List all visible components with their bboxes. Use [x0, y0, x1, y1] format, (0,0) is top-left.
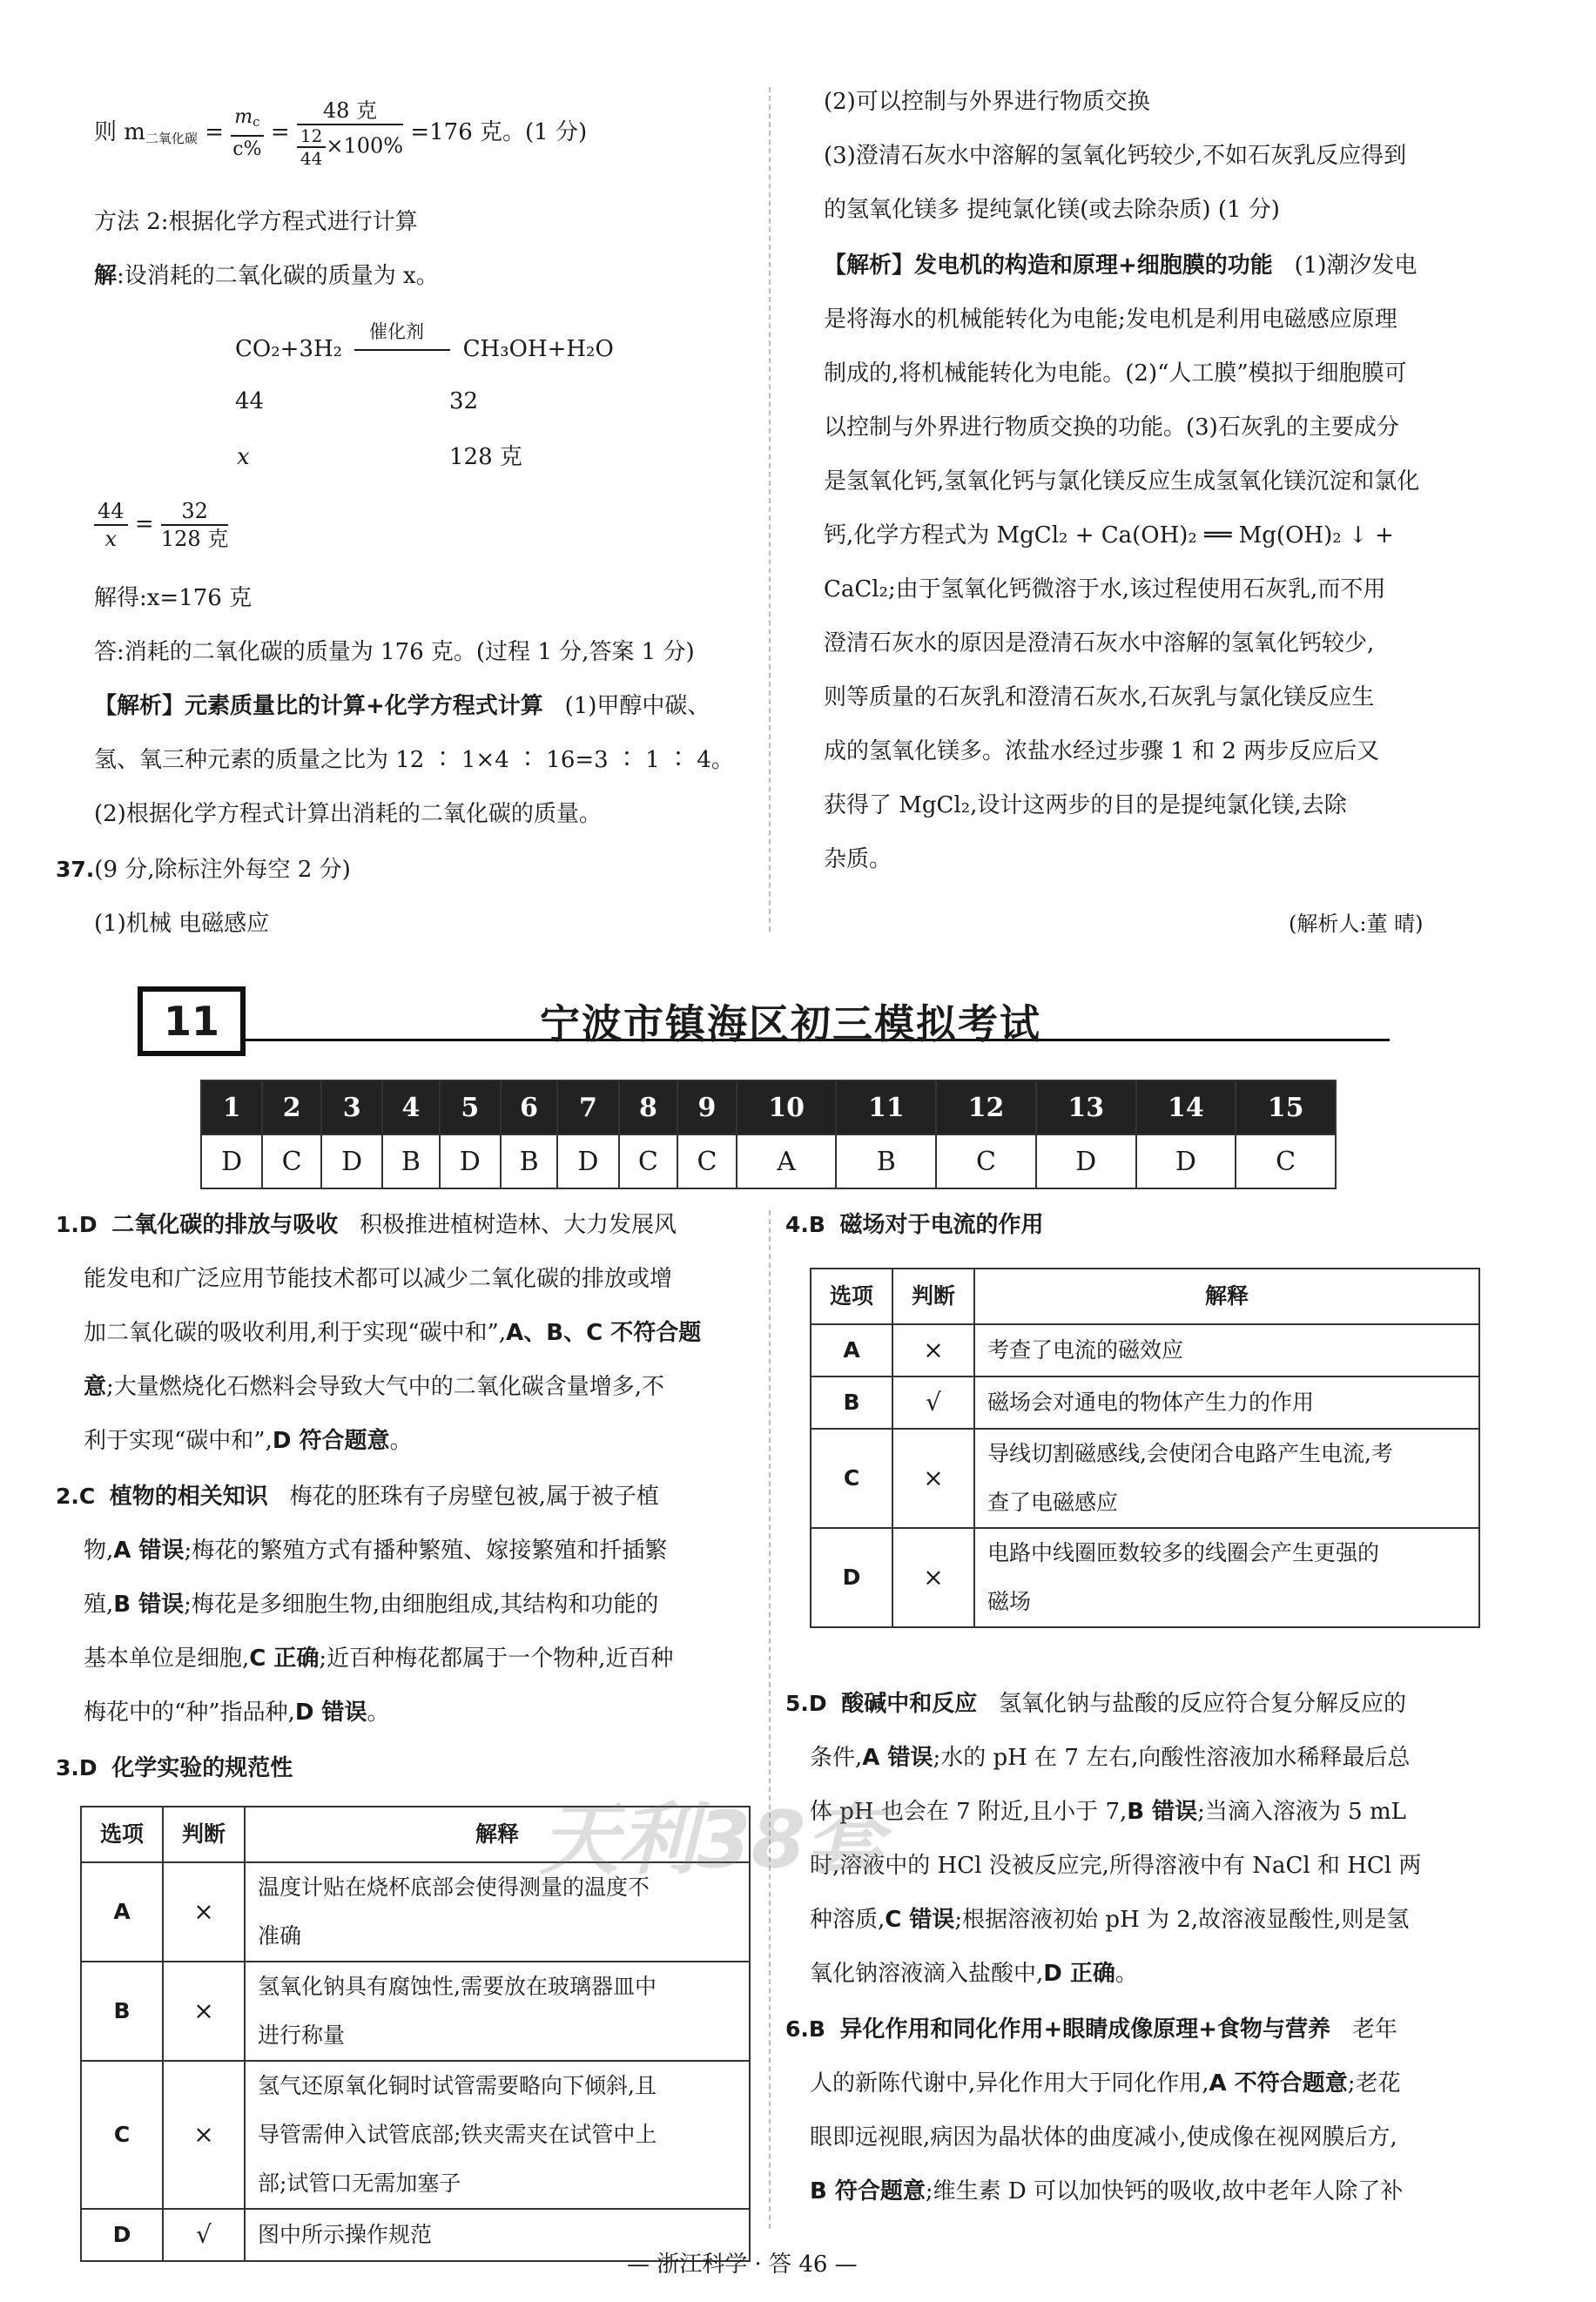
analysis-line-3: (2)根据化学方程式计算出消耗的二氧化碳的质量。 — [94, 801, 602, 827]
method-2: 方法 2:根据化学方程式进行计算 — [94, 209, 418, 235]
q2-line-5: 梅花中的“种”指品种,D 错误。 — [84, 1700, 390, 1726]
q37-answer-2: (2)可以控制与外界进行物质交换 — [824, 89, 1150, 115]
q3-row-b: B × 氢氧化钠具有腐蚀性,需要放在玻璃器皿中 进行称量 — [81, 1962, 750, 2061]
qnum-15: 15 — [1236, 1080, 1336, 1134]
q4-col-explain: 解释 — [974, 1269, 1479, 1324]
q37-heading: 37.(9 分,除标注外每空 2 分) — [56, 857, 351, 883]
q37-analysis-2: 是将海水的机械能转化为电能;发电机是利用电磁感应原理 — [824, 306, 1397, 333]
qnum-2: 2 — [262, 1080, 321, 1134]
q4-row-b: B √ 磁场会对通电的物体产生力的作用 — [811, 1376, 1479, 1429]
answer-15: C — [1236, 1134, 1336, 1188]
answer-key-numbers — [201, 1080, 1336, 1134]
column-divider-top — [769, 87, 771, 932]
q37-analysis-5: 是氢氧化钙,氢氧化钙与氯化镁反应生成氢氧化镁沉淀和氯化 — [824, 468, 1420, 495]
q3-col-judge: 判断 — [163, 1807, 245, 1862]
q3-row-c: C × 氢气还原氧化铜时试管需要略向下倾斜,且 导管需伸入试管底部;铁夹需夹在试管中上 部;试管口无需加塞子 — [81, 2061, 750, 2209]
eq-row-128: 128 克 — [449, 444, 522, 470]
q2-line-1: 2.C 植物的相关知识 梅花的胚珠有子房壁包被,属于被子植 — [56, 1484, 659, 1510]
qnum-3: 3 — [321, 1080, 382, 1134]
q37-analysis-8: 澄清石灰水的原因是澄清石灰水中溶解的氢氧化钙较少, — [824, 630, 1375, 656]
q37-analysis-4: 以控制与外界进行物质交换的功能。(3)石灰乳的主要成分 — [824, 414, 1399, 441]
q6-line-3: 眼即远视眼,病因为晶状体的曲度减小,使成像在视网膜后方, — [810, 2124, 1397, 2151]
q4-col-option: 选项 — [811, 1269, 892, 1324]
analyst-credit: (解析人:董 晴) — [1289, 912, 1424, 936]
cross-icon: × — [892, 1528, 974, 1627]
qnum-8: 8 — [619, 1080, 678, 1134]
cross-icon: × — [163, 1862, 245, 1962]
q37-answer-1: (1)机械 电磁感应 — [94, 911, 270, 937]
answer-9: C — [677, 1134, 737, 1188]
answer-14: D — [1136, 1134, 1236, 1188]
q37-analysis-1: 【解析】发电机的构造和原理+细胞膜的功能 (1)潮汐发电 — [824, 252, 1418, 279]
formula-mass-co2: 则 $m_{二氧化碳}$ = $\frac{m_c}{c\%}$ = 48 克 $\frac{12}{44}$ ×100% =176 克。(1 分) — [94, 98, 588, 169]
q37-analysis-7: CaCl₂;由于氢氧化钙微溶于水,该过程使用石灰乳,而不用 — [824, 576, 1386, 602]
answer-4: B — [382, 1134, 439, 1188]
answer-7: D — [557, 1134, 618, 1188]
eq-row-32: 32 — [449, 388, 479, 414]
q5-line-5: 种溶质,C 错误;根据溶液初始 pH 为 2,故溶液显酸性,则是氢 — [810, 1907, 1410, 1933]
q5-line-3: 体 pH 也会在 7 附近,且小于 7,B 错误;当滴入溶液为 5 mL — [810, 1799, 1406, 1825]
answer-2: C — [262, 1134, 321, 1188]
q1-line-4: 意;大量燃烧化石燃料会导致大气中的二氧化碳含量增多,不 — [84, 1374, 665, 1400]
analysis-line-1: 【解析】元素质量比的计算+化学方程式计算 (1)甲醇中碳、 — [94, 693, 710, 719]
answer-key-table — [200, 1080, 1337, 1189]
answer-12: C — [936, 1134, 1036, 1188]
q3-col-explain: 解释 — [245, 1807, 750, 1862]
result-line: 解得:x=176 克 — [94, 585, 253, 611]
q2-line-4: 基本单位是细胞,C 正确;近百种梅花都属于一个物种,近百种 — [84, 1646, 674, 1672]
q4-row-d: D × 电路中线圈匝数较多的线圈会产生更强的 磁场 — [811, 1528, 1479, 1627]
q3-heading: 3.D 化学实验的规范性 — [56, 1755, 293, 1781]
q1-line-3: 加二氧化碳的吸收利用,利于实现“碳中和”,A、B、C 不符合题 — [84, 1320, 702, 1346]
eq-row-44: 44 — [235, 388, 265, 414]
qnum-5: 5 — [440, 1080, 501, 1134]
answer-10: A — [737, 1134, 837, 1188]
column-divider-bottom — [769, 1210, 771, 2229]
solve-statement: 解:设消耗的二氧化碳的质量为 x。 — [94, 263, 439, 289]
q3-row-d: D √ 图中所示操作规范 — [81, 2209, 750, 2261]
q5-line-6: 氧化钠溶液滴入盐酸中,D 正确。 — [810, 1961, 1138, 1987]
check-icon: √ — [163, 2209, 245, 2261]
answer-5: D — [440, 1134, 501, 1188]
q1-line-5: 利于实现“碳中和”,D 符合题意。 — [84, 1428, 413, 1454]
q1-line-1: 1.D 二氧化碳的排放与吸收 积极推进植树造林、大力发展风 — [56, 1212, 677, 1238]
analysis-line-2: 氢、氧三种元素的质量之比为 12 ∶ 1×4 ∶ 16=3 ∶ 1 ∶ 4。 — [94, 747, 734, 773]
qnum-10: 10 — [737, 1080, 837, 1134]
watermark-logo: 天利38套 — [540, 1794, 885, 1886]
q6-line-2: 人的新陈代谢中,异化作用大于同化作用,A 不符合题意;老花 — [810, 2070, 1401, 2097]
q6-line-1: 6.B 异化作用和同化作用+眼睛成像原理+食物与营养 老年 — [785, 2016, 1397, 2043]
answer-13: D — [1036, 1134, 1136, 1188]
answer-1: D — [201, 1134, 262, 1188]
chemical-equation: CO₂+3H₂ CH₃OH+H₂O — [235, 336, 614, 362]
qnum-7: 7 — [557, 1080, 618, 1134]
q4-heading: 4.B 磁场对于电流的作用 — [785, 1212, 1044, 1238]
fraction-48-over-ratio: 48 克 $\frac{12}{44}$ ×100% — [297, 98, 403, 169]
q4-option-table — [810, 1268, 1480, 1628]
q37-answer-3b: 的氢氧化镁多 提纯氯化镁(或去除杂质) (1 分) — [824, 197, 1280, 223]
q3-row-a: A × 温度计贴在烧杯底部会使得测量的温度不 准确 — [81, 1862, 750, 1962]
cross-icon: × — [163, 1962, 245, 2061]
fraction-mc-over-cpercent: $\frac{m_c}{c\%}$ — [231, 104, 263, 163]
q6-line-4: B 符合题意;维生素 D 可以加快钙的吸收,故中老年人除了补 — [810, 2178, 1404, 2204]
section-number: 11 — [138, 986, 246, 1056]
cross-icon: × — [892, 1324, 974, 1376]
qnum-1: 1 — [201, 1080, 262, 1134]
q5-line-2: 条件,A 错误;水的 pH 在 7 左右,向酸性溶液加水稀释最后总 — [810, 1745, 1411, 1771]
qnum-14: 14 — [1136, 1080, 1236, 1134]
check-icon: √ — [892, 1376, 974, 1429]
qnum-12: 12 — [936, 1080, 1036, 1134]
q37-answer-3a: (3)澄清石灰水中溶解的氢氧化钙较少,不如石灰乳反应得到 — [824, 143, 1407, 169]
answer-key-values — [201, 1134, 1336, 1188]
q5-line-4: 时,溶液中的 HCl 没被反应完,所得溶液中有 NaCl 和 HCl 两 — [810, 1853, 1422, 1879]
q37-analysis-6: 钙,化学方程式为 MgCl₂ + Ca(OH)₂ ══ Mg(OH)₂ ↓ + — [824, 522, 1394, 549]
q37-analysis-9: 则等质量的石灰乳和澄清石灰水,石灰乳与氯化镁反应生 — [824, 684, 1375, 710]
answer-3: D — [321, 1134, 382, 1188]
cross-icon: × — [163, 2061, 245, 2209]
q3-col-option: 选项 — [81, 1807, 163, 1862]
q4-row-a: A × 考查了电流的磁效应 — [811, 1324, 1479, 1376]
section-title: 宁波市镇海区初三模拟考试 — [540, 1000, 1041, 1047]
answer-line: 答:消耗的二氧化碳的质量为 176 克。(过程 1 分,答案 1 分) — [94, 639, 695, 665]
catalyst-label: 催化剂 — [369, 321, 424, 342]
q37-analysis-3: 制成的,将机械能转化为电能。(2)“人工膜”模拟于细胞膜可 — [824, 360, 1407, 387]
page-footer: — 浙江科学 · 答 46 — — [627, 2252, 858, 2278]
q4-row-c: C × 导线切割磁感线,会使闭合电路产生电流,考 查了电磁感应 — [811, 1429, 1479, 1528]
q37-analysis-12: 杂质。 — [824, 846, 892, 872]
answer-6: B — [501, 1134, 557, 1188]
qnum-9: 9 — [677, 1080, 737, 1134]
q2-line-3: 殖,B 错误;梅花是多细胞生物,由细胞组成,其结构和功能的 — [84, 1592, 659, 1618]
ratio-equation: $\frac{44}{x}$ = $\frac{32}{\text{128 克}}$ — [94, 498, 228, 552]
answer-8: C — [619, 1134, 678, 1188]
q37-analysis-11: 获得了 MgCl₂,设计这两步的目的是提纯氯化镁,去除 — [824, 792, 1347, 818]
q5-line-1: 5.D 酸碱中和反应 氢氧化钠与盐酸的反应符合复分解反应的 — [785, 1691, 1407, 1717]
qnum-13: 13 — [1036, 1080, 1136, 1134]
q37-analysis-10: 成的氢氧化镁多。浓盐水经过步骤 1 和 2 两步反应后又 — [824, 738, 1380, 764]
qnum-6: 6 — [501, 1080, 557, 1134]
qnum-11: 11 — [836, 1080, 936, 1134]
answer-11: B — [836, 1134, 936, 1188]
qnum-4: 4 — [382, 1080, 439, 1134]
q1-line-2: 能发电和广泛应用节能技术都可以减少二氧化碳的排放或增 — [84, 1266, 673, 1292]
cross-icon: × — [892, 1429, 974, 1528]
q2-line-2: 物,A 错误;梅花的繁殖方式有播种繁殖、嫁接繁殖和扦插繁 — [84, 1538, 668, 1564]
eq-row-x: x — [237, 444, 250, 470]
q4-col-judge: 判断 — [892, 1269, 974, 1324]
